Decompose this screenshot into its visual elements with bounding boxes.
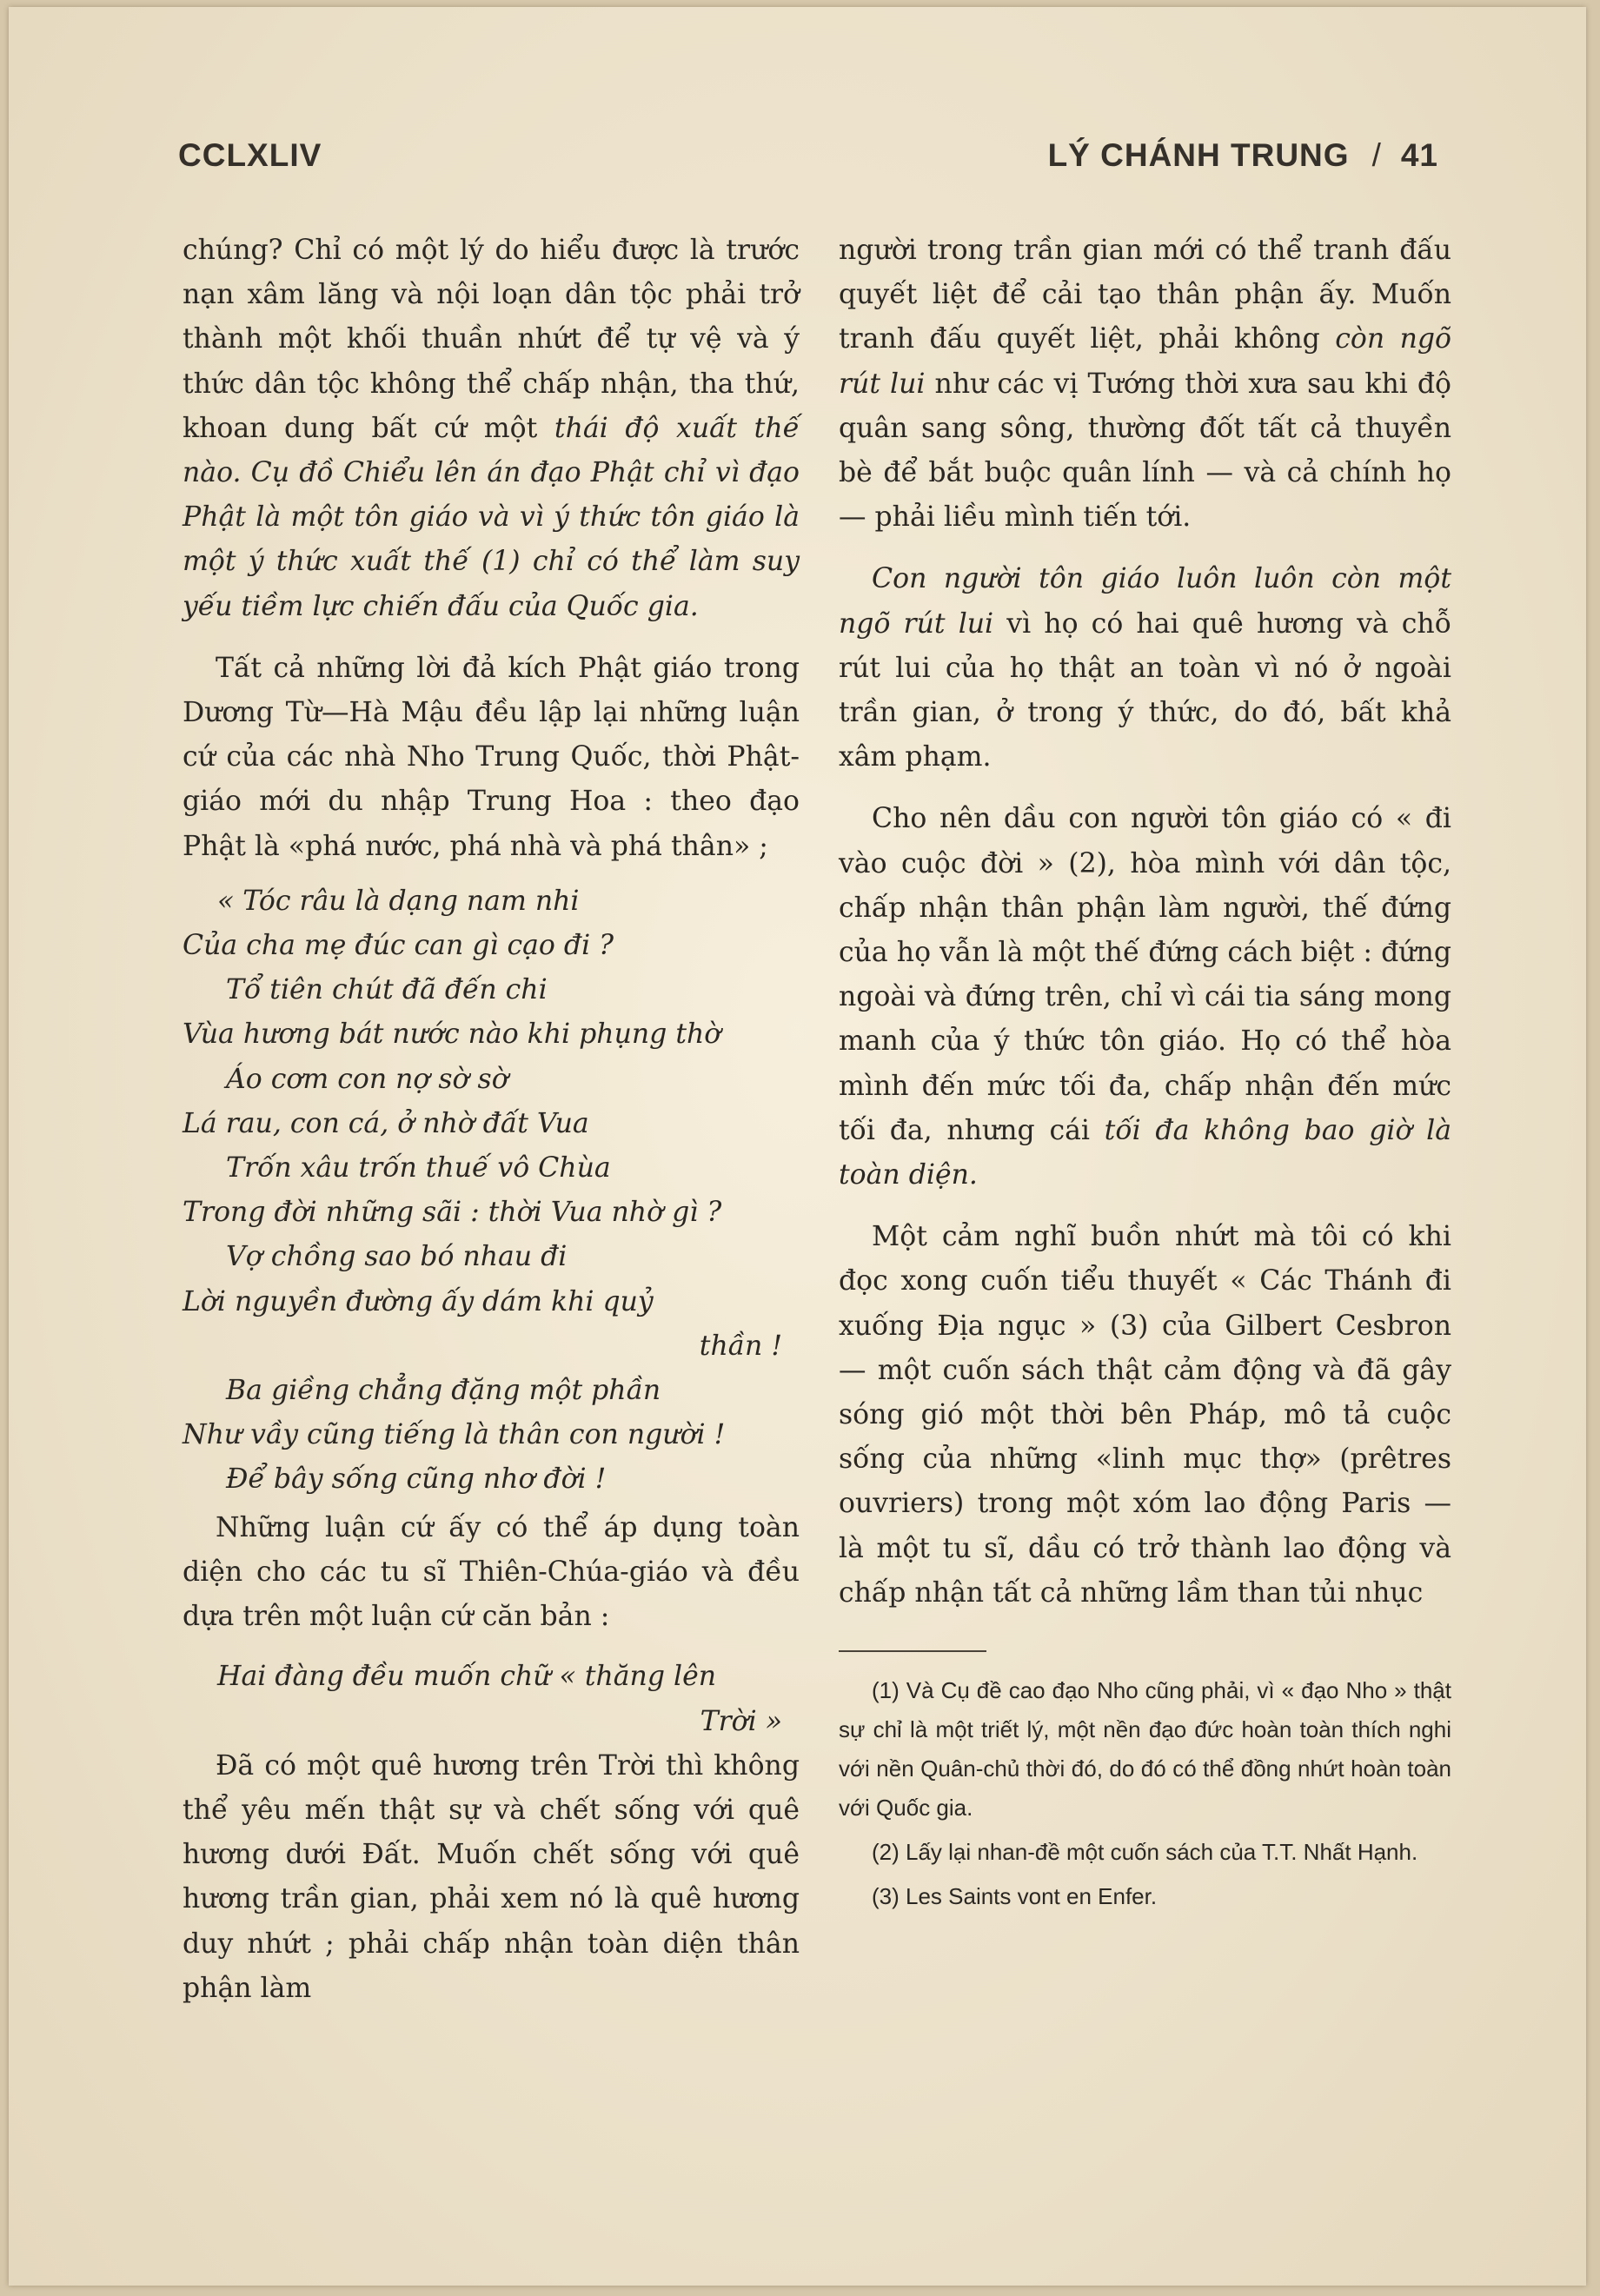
poem-line: « Tóc râu là dạng nam nhi xyxy=(217,885,580,917)
italic-text-run: Con người tôn giáo luôn luôn còn một ngõ rút lui xyxy=(839,563,1451,640)
quote-line: Hai đàng đều muốn chữ « thăng lên xyxy=(217,1661,717,1693)
italic-text-run: thái độ xuất thế nào. Cụ đồ Chiểu lên án đạo Phật chỉ vì đạo Phật là một tôn giáo và vì ý thức tôn giáo là một ý thức xuất thế (1) chỉ có thể làm suy yếu tiềm lực chiến đấu của Quốc gia. xyxy=(183,412,800,622)
paragraph xyxy=(839,797,1451,1198)
poem-line: Áo cơm con nợ sờ sờ xyxy=(226,1063,508,1095)
right-column xyxy=(839,229,1451,1921)
paragraph xyxy=(183,229,800,629)
poem-line: Lời nguyền đường ấy dám khi quỷ xyxy=(183,1285,654,1317)
footnote: (2) Lấy lại nhan-đề một cuốn sách của T.T. Nhất Hạnh. xyxy=(872,1839,1418,1866)
text-run: chúng? Chỉ có một lý do hiểu được là trước nạn xâm lăng và nội loạn dân tộc phải trở thành một khối thuần nhứt để tự vệ và ý thức dân tộc không thể chấp nhận, tha thứ, khoan dung bất cứ một xyxy=(183,235,800,444)
italic-text-run: còn ngõ rút lui xyxy=(839,323,1452,400)
left-column xyxy=(183,229,800,2011)
paragraph: Những luận cứ ấy có thể áp dụng toàn diện cho các tu sĩ Thiên-Chúa-giáo và đều dựa trên một luận cứ căn bản : xyxy=(183,1511,800,1633)
poem-line: Ba giềng chẳng đặng một phần xyxy=(226,1375,661,1407)
text-run: như các vị Tướng thời xưa sau khi độ quân sang sông, thường đốt tất cả thuyền bè để bắt buộc quân lính — và cả chính họ — phải liều mình tiến tới. xyxy=(839,368,1451,534)
paragraph: Một cảm nghĩ buồn nhứt mà tôi có khi đọc xong cuốn tiểu thuyết « Các Thánh đi xuống Địa ngục » (3) của Gilbert Cesbron — một cuốn sách thật cảm động và đã gây sóng gió một thời bên Pháp, mô tả cuộc sống của những «linh mục thợ» (prêtres ouvriers) trong một xóm lao động Paris — là một tu sĩ, dầu có trở thành lao động và chấp nhận tất cả những lầm than tủi nhục xyxy=(839,1221,1451,1609)
footnote: (1) Và Cụ đề cao đạo Nho cũng phải, vì « đạo Nho » thật sự chỉ là một triết lý, một nền đạo đức hoàn toàn thích nghi với nền Quân-chủ thời đó, do đó có thể đồng nhứt hoàn toàn với Quốc gia. xyxy=(839,1677,1451,1822)
footnote: (3) Les Saints vont en Enfer. xyxy=(872,1883,1158,1910)
text-run: người trong trần gian mới có thể tranh đấu quyết liệt để cải tạo thân phận ấy. Muốn tranh đấu quyết liệt, phải không xyxy=(839,235,1451,355)
paragraph xyxy=(839,557,1451,780)
poem-line: Lá rau, con cá, ở nhờ đất Vua xyxy=(183,1107,589,1139)
text-run: vì họ có hai quê hương và chỗ rút lui của họ thật an toàn vì nó ở ngoài trần gian, ở trong ý thức, do đó, bất khả xâm phạm. xyxy=(839,607,1451,773)
italic-text-run: tối đa không bao giờ là toàn diện. xyxy=(839,1114,1451,1191)
book-page xyxy=(9,7,1586,2286)
paragraph: Tất cả những lời đả kích Phật giáo trong Dương Từ—Hà Mậu đều lập lại những luận cứ của các nhà Nho Trung Quốc, thời Phật-giáo mới du nhập Trung Hoa : theo đạo Phật là «phá nước, phá nhà và phá thân» ; xyxy=(183,652,800,862)
paragraph: Đã có một quê hương trên Trời thì không thể yêu mến thật sự và chết sống với quê hương dưới Đất. Muốn chết sống với quê hương trần gian, phải xem nó là quê hương duy nhứt ; phải chấp nhận toàn diện thân phận làm xyxy=(183,1749,800,2004)
poem-line: Như vầy cũng tiếng là thân con người ! xyxy=(183,1419,726,1451)
header-separator: / xyxy=(1371,137,1382,173)
poem-line: Của cha mẹ đúc can gì cạo đi ? xyxy=(183,930,614,962)
page-number: 41 xyxy=(1400,137,1438,173)
text-run: Cho nên dầu con người tôn giáo có « đi vào cuộc đời » (2), hòa mình với dân tộc, chấp nhận thân phận làm người, thế đứng của họ vẫn là một thế đứng cách biệt : đứng ngoài và đứng trên, chỉ vì cái tia sáng mong manh của ý thức tôn giáo. Họ có thể hòa mình đến mức tối đa, chấp nhận đến mức tối đa, nhưng cái xyxy=(839,803,1451,1146)
poem-quotation xyxy=(183,879,800,1503)
poem-line: Tổ tiên chút đã đến chi xyxy=(226,974,548,1006)
poem-line: Vợ chồng sao bó nhau đi xyxy=(226,1241,568,1273)
footnote-divider xyxy=(839,1650,986,1652)
poem-line: Vùa hương bát nước nào khi phụng thờ xyxy=(183,1019,721,1051)
running-header-right xyxy=(1048,137,1438,174)
quotation xyxy=(183,1655,800,1743)
poem-line: Trong đời những sãi : thời Vua nhờ gì ? xyxy=(183,1197,722,1229)
poem-line: thần ! xyxy=(699,1330,782,1362)
author-name: LÝ CHÁNH TRUNG xyxy=(1047,137,1350,173)
poem-line: Để bây sống cũng nhơ đời ! xyxy=(226,1463,607,1496)
paragraph xyxy=(839,229,1451,540)
quote-line: Trời » xyxy=(700,1705,782,1737)
poem-line: Trốn xâu trốn thuế vô Chùa xyxy=(226,1152,611,1184)
running-header-left: CCLXLIV xyxy=(178,137,322,173)
